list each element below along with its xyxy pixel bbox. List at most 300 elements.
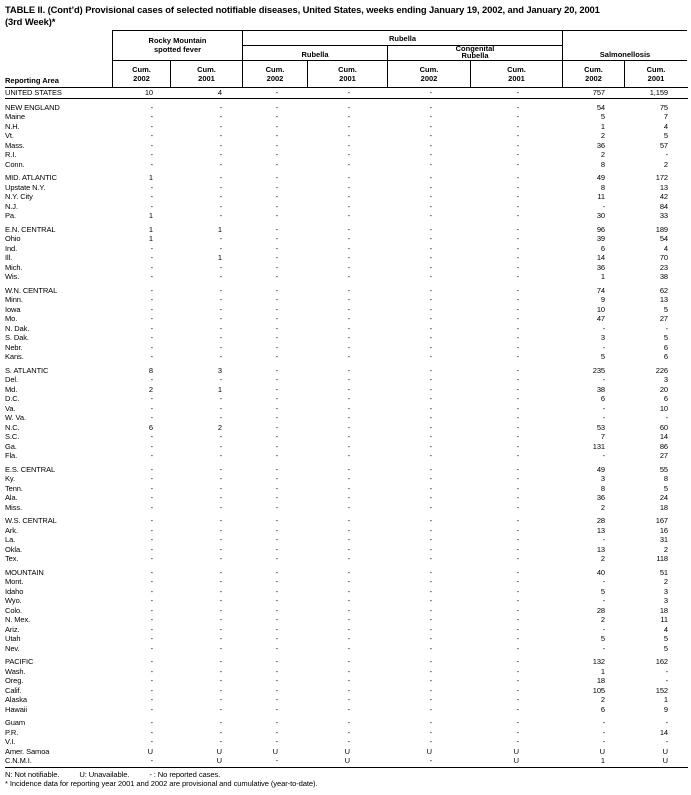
value-cell: - (516, 567, 519, 577)
column-subheader-cum-2002: Cum. 2002 (242, 60, 307, 87)
table-row (5, 465, 688, 475)
value-cell: 55 (659, 464, 668, 474)
value-cell: - (516, 643, 519, 653)
value-cell: - (275, 192, 278, 201)
value-cell: 33 (659, 211, 668, 220)
value-cell: - (275, 451, 278, 460)
reporting-area-cell: Wash. (5, 666, 26, 676)
value-cell: - (275, 727, 278, 737)
value-cell: 3 (600, 333, 605, 342)
value-cell: - (219, 464, 222, 474)
value-cell: - (429, 262, 432, 272)
value-cell: - (150, 121, 153, 131)
value-cell: - (429, 140, 432, 150)
value-cell: - (219, 483, 222, 493)
value-cell: 9 (600, 295, 605, 304)
value-cell: - (347, 624, 350, 634)
value-cell: - (219, 182, 222, 192)
value-cell: - (275, 201, 278, 211)
value-cell: - (275, 624, 278, 634)
value-cell: - (516, 323, 519, 333)
value-cell: - (602, 201, 605, 211)
reporting-area-cell: N.H. (5, 121, 20, 131)
reporting-area-cell: S.C. (5, 432, 20, 441)
table-row (5, 493, 688, 503)
value-cell: - (347, 657, 350, 666)
reporting-area-cell: N.C. (5, 422, 20, 432)
value-cell: 23 (659, 262, 668, 272)
table-row (5, 615, 688, 625)
value-cell: - (275, 685, 278, 695)
value-cell: 5 (663, 483, 668, 493)
table-header (5, 30, 688, 88)
value-cell: - (429, 432, 432, 441)
value-cell: - (275, 516, 278, 525)
value-cell: - (516, 525, 519, 535)
value-cell: - (219, 272, 222, 281)
value-cell: - (516, 451, 519, 460)
value-cell: - (347, 365, 350, 375)
value-cell: - (150, 596, 153, 605)
value-cell: 6 (663, 352, 668, 361)
value-cell: - (275, 211, 278, 220)
value-cell: - (602, 624, 605, 634)
reporting-area-cell: Fla. (5, 451, 18, 460)
footnote-legend (5, 770, 688, 780)
value-cell: - (275, 567, 278, 577)
value-cell: - (602, 643, 605, 653)
table-row (5, 253, 688, 263)
table-row (5, 314, 688, 324)
table-section (5, 88, 688, 99)
table-row (5, 756, 688, 766)
value-cell: 2 (663, 577, 668, 586)
value-cell: - (275, 544, 278, 554)
table-row (5, 728, 688, 738)
value-cell: - (275, 182, 278, 192)
table-row (5, 474, 688, 484)
value-cell: - (150, 577, 153, 586)
value-cell: - (516, 182, 519, 192)
value-cell: - (516, 314, 519, 323)
value-cell: - (602, 737, 605, 746)
footnote-legend-dash: - : No reported cases. (149, 769, 221, 779)
reporting-area-cell: Pa. (5, 211, 16, 220)
value-cell: - (275, 554, 278, 563)
table-section (5, 286, 688, 362)
value-cell: - (347, 432, 350, 441)
value-cell: - (516, 737, 519, 746)
value-cell: - (347, 102, 350, 112)
reporting-area-cell: D.C. (5, 394, 20, 403)
value-cell: - (275, 314, 278, 323)
value-cell: - (150, 737, 153, 746)
value-cell: - (275, 131, 278, 140)
value-cell: - (275, 493, 278, 502)
reporting-area-cell: N. Dak. (5, 323, 30, 333)
reporting-area-cell: Utah (5, 634, 21, 643)
value-cell: 54 (659, 234, 668, 243)
value-cell: - (219, 535, 222, 544)
value-cell: - (429, 685, 432, 695)
value-cell: - (602, 413, 605, 422)
reporting-area-cell: Ky. (5, 474, 15, 483)
value-cell: - (347, 285, 350, 295)
value-cell: 105 (592, 685, 605, 695)
value-cell: - (219, 150, 222, 159)
value-cell: - (219, 624, 222, 634)
value-cell: - (516, 554, 519, 563)
value-cell: - (516, 657, 519, 666)
value-cell: - (150, 525, 153, 535)
value-cell: - (347, 121, 350, 131)
value-cell: U (662, 756, 668, 765)
reporting-area-cell: Minn. (5, 295, 23, 304)
value-cell: 51 (659, 567, 668, 577)
value-cell: - (219, 493, 222, 502)
value-cell: - (516, 112, 519, 121)
value-cell: - (347, 634, 350, 643)
footnote-asterisk: * Incidence data for reporting year 2001 and 2002 are provisional and cumulative (year-to-date). (5, 779, 318, 788)
value-cell: - (150, 727, 153, 737)
table-row (5, 634, 688, 644)
reporting-area-cell: Ariz. (5, 624, 20, 634)
value-cell: - (219, 474, 222, 483)
value-cell: - (429, 554, 432, 563)
value-cell: - (219, 234, 222, 243)
value-cell: - (150, 314, 153, 323)
reporting-area-cell: Ill. (5, 253, 13, 262)
value-cell: - (429, 102, 432, 112)
value-cell: 2 (148, 384, 153, 394)
value-cell: - (429, 634, 432, 643)
value-cell: 24 (659, 493, 668, 502)
value-cell: 1 (148, 211, 153, 220)
value-cell: 132 (592, 657, 605, 666)
value-cell: - (275, 394, 278, 403)
value-cell: - (347, 676, 350, 685)
table-row (5, 545, 688, 555)
table-row (5, 535, 688, 545)
value-cell: - (275, 643, 278, 653)
value-cell: 14 (659, 432, 668, 441)
value-cell: - (347, 403, 350, 413)
value-cell: - (219, 615, 222, 624)
table-row (5, 150, 688, 160)
table-section (5, 465, 688, 513)
value-cell: - (347, 201, 350, 211)
value-cell: 5 (600, 634, 605, 643)
value-cell: - (275, 253, 278, 262)
reporting-area-cell: Ark. (5, 525, 18, 535)
value-cell: - (150, 131, 153, 140)
reporting-area-cell: Ala. (5, 493, 18, 502)
value-cell: - (275, 140, 278, 150)
value-cell: - (429, 756, 432, 765)
value-cell: - (219, 695, 222, 704)
table-row (5, 183, 688, 193)
value-cell: 31 (659, 535, 668, 544)
value-cell: - (150, 413, 153, 422)
table-row (5, 352, 688, 362)
table-row (5, 122, 688, 132)
value-cell: - (665, 718, 668, 727)
value-cell: 2 (600, 502, 605, 512)
column-subheader-cum-2002: Cum. 2002 (562, 60, 624, 87)
value-cell: - (150, 567, 153, 577)
value-cell: - (219, 685, 222, 695)
reporting-area-cell: UNITED STATES (5, 88, 62, 97)
value-cell: - (429, 253, 432, 262)
value-cell: - (347, 314, 350, 323)
value-cell: - (347, 554, 350, 563)
value-cell: - (347, 567, 350, 577)
table-row (5, 484, 688, 494)
value-cell: - (429, 695, 432, 704)
table-row (5, 192, 688, 202)
value-cell: - (347, 643, 350, 653)
reporting-area-cell: Oreg. (5, 676, 24, 685)
value-cell: - (275, 718, 278, 727)
value-cell: - (516, 403, 519, 413)
value-cell: - (150, 159, 153, 169)
value-cell: 2 (663, 544, 668, 554)
value-cell: 18 (596, 676, 605, 685)
table-row (5, 587, 688, 597)
value-cell: - (219, 605, 222, 615)
value-cell: - (275, 666, 278, 676)
table-row (5, 657, 688, 667)
value-cell: 3 (663, 586, 668, 596)
value-cell: U (344, 756, 350, 765)
value-cell: - (347, 615, 350, 624)
value-cell: - (150, 323, 153, 333)
value-cell: - (219, 441, 222, 451)
value-cell: - (347, 394, 350, 403)
value-cell: - (219, 554, 222, 563)
value-cell: - (219, 451, 222, 460)
value-cell: - (429, 718, 432, 727)
value-cell: - (516, 384, 519, 394)
value-cell: U (426, 746, 432, 756)
value-cell: 5 (663, 333, 668, 342)
value-cell: - (516, 333, 519, 342)
value-cell: - (150, 262, 153, 272)
reporting-area-cell: Idaho (5, 586, 24, 596)
value-cell: - (150, 253, 153, 262)
table-row (5, 272, 688, 282)
value-cell: - (219, 737, 222, 746)
reporting-area-cell: S. Dak. (5, 333, 29, 342)
table-section (5, 516, 688, 564)
value-cell: - (429, 295, 432, 304)
value-cell: - (516, 535, 519, 544)
value-cell: 11 (660, 615, 668, 624)
value-cell: - (516, 375, 519, 384)
value-cell: - (150, 493, 153, 502)
value-cell: - (347, 211, 350, 220)
value-cell: 1 (148, 234, 153, 243)
value-cell: 27 (659, 314, 668, 323)
value-cell: - (516, 577, 519, 586)
value-cell: - (429, 365, 432, 375)
value-cell: - (275, 403, 278, 413)
value-cell: - (347, 535, 350, 544)
value-cell: - (516, 201, 519, 211)
value-cell: 36 (596, 140, 605, 150)
value-cell: - (150, 695, 153, 704)
table-row (5, 413, 688, 423)
value-cell: - (347, 422, 350, 432)
value-cell: - (275, 737, 278, 746)
value-cell: - (516, 422, 519, 432)
value-cell: 1 (600, 756, 605, 765)
value-cell: - (516, 441, 519, 451)
value-cell: - (219, 211, 222, 220)
value-cell: - (347, 384, 350, 394)
value-cell: - (516, 718, 519, 727)
value-cell: U (599, 746, 605, 756)
reporting-area-cell: Miss. (5, 502, 22, 512)
table-row (5, 225, 688, 235)
table-row (5, 263, 688, 273)
value-cell: - (429, 323, 432, 333)
value-cell: - (275, 676, 278, 685)
table-section (5, 568, 688, 654)
value-cell: - (150, 272, 153, 281)
value-cell: - (516, 413, 519, 422)
value-cell: 70 (659, 253, 668, 262)
reporting-area-cell: Nev. (5, 643, 20, 653)
value-cell: - (219, 704, 222, 714)
value-cell: - (347, 333, 350, 342)
value-cell: U (662, 746, 668, 756)
reporting-area-cell: Amer. Samoa (5, 746, 50, 756)
value-cell: - (219, 243, 222, 253)
table-row (5, 568, 688, 578)
value-cell: - (665, 737, 668, 746)
value-cell: - (150, 756, 153, 765)
table-section (5, 657, 688, 714)
value-cell: - (275, 150, 278, 159)
value-cell: - (429, 596, 432, 605)
value-cell: 2 (600, 131, 605, 140)
value-cell: - (516, 493, 519, 502)
value-cell: 757 (592, 88, 605, 97)
column-header-reporting-area: Reporting Area (5, 76, 59, 85)
value-cell: - (219, 577, 222, 586)
value-cell: - (429, 201, 432, 211)
table-row (5, 295, 688, 305)
value-cell: - (219, 375, 222, 384)
value-cell: - (429, 615, 432, 624)
value-cell: 1 (217, 224, 222, 234)
value-cell: 38 (659, 272, 668, 281)
value-cell: - (516, 102, 519, 112)
value-cell: 6 (663, 394, 668, 403)
value-cell: U (216, 746, 222, 756)
value-cell: - (429, 676, 432, 685)
value-cell: - (150, 535, 153, 544)
value-cell: - (429, 211, 432, 220)
value-cell: - (275, 243, 278, 253)
value-cell: - (347, 502, 350, 512)
value-cell: - (219, 173, 222, 182)
column-group-rubella-parent: Rubella (242, 30, 562, 46)
value-cell: - (516, 727, 519, 737)
value-cell: - (150, 586, 153, 596)
value-cell: - (429, 727, 432, 737)
table-row (5, 705, 688, 715)
value-cell: 1 (600, 121, 605, 131)
reporting-area-cell: C.N.M.I. (5, 756, 32, 765)
value-cell: - (516, 605, 519, 615)
reporting-area-cell: Ga. (5, 441, 17, 451)
value-cell: - (150, 432, 153, 441)
value-cell: - (275, 605, 278, 615)
value-cell: - (516, 88, 519, 97)
value-cell: 1 (600, 272, 605, 281)
value-cell: - (347, 685, 350, 695)
value-cell: 9 (663, 704, 668, 714)
value-cell: - (219, 333, 222, 342)
value-cell: 14 (596, 253, 605, 262)
value-cell: 2 (600, 150, 605, 159)
value-cell: - (275, 323, 278, 333)
value-cell: - (516, 516, 519, 525)
value-cell: - (602, 718, 605, 727)
column-subheader-cum-2002: Cum. 2002 (112, 60, 170, 87)
reporting-area-cell: W.S. CENTRAL (5, 516, 57, 525)
value-cell: - (516, 666, 519, 676)
value-cell: 49 (596, 173, 605, 182)
value-cell: 4 (663, 243, 668, 253)
value-cell: 7 (600, 432, 605, 441)
value-cell: - (219, 201, 222, 211)
value-cell: 96 (596, 224, 605, 234)
value-cell: - (219, 516, 222, 525)
value-cell: - (429, 666, 432, 676)
reporting-area-cell: Upstate N.Y. (5, 182, 46, 192)
value-cell: - (275, 502, 278, 512)
value-cell: - (429, 502, 432, 512)
table-title-line1: TABLE II. (Cont’d) Provisional cases of selected notifiable diseases, United States, weeks ending January 19, 2002, and January 20, 2001 (5, 4, 600, 15)
value-cell: 3 (663, 375, 668, 384)
value-cell: 6 (600, 394, 605, 403)
value-cell: - (516, 704, 519, 714)
value-cell: - (275, 224, 278, 234)
value-cell: - (429, 577, 432, 586)
table-row (5, 333, 688, 343)
value-cell: - (429, 131, 432, 140)
value-cell: - (602, 596, 605, 605)
value-cell: - (347, 464, 350, 474)
value-cell: - (429, 192, 432, 201)
value-cell: - (429, 451, 432, 460)
value-cell: - (219, 657, 222, 666)
value-cell: 10 (144, 88, 153, 97)
value-cell: - (150, 605, 153, 615)
value-cell: - (516, 432, 519, 441)
value-cell: - (150, 554, 153, 563)
value-cell: - (219, 394, 222, 403)
value-cell: - (219, 525, 222, 535)
value-cell: - (150, 140, 153, 150)
value-cell: - (219, 352, 222, 361)
value-cell: - (219, 342, 222, 352)
value-cell: - (275, 577, 278, 586)
value-cell: 75 (659, 102, 668, 112)
